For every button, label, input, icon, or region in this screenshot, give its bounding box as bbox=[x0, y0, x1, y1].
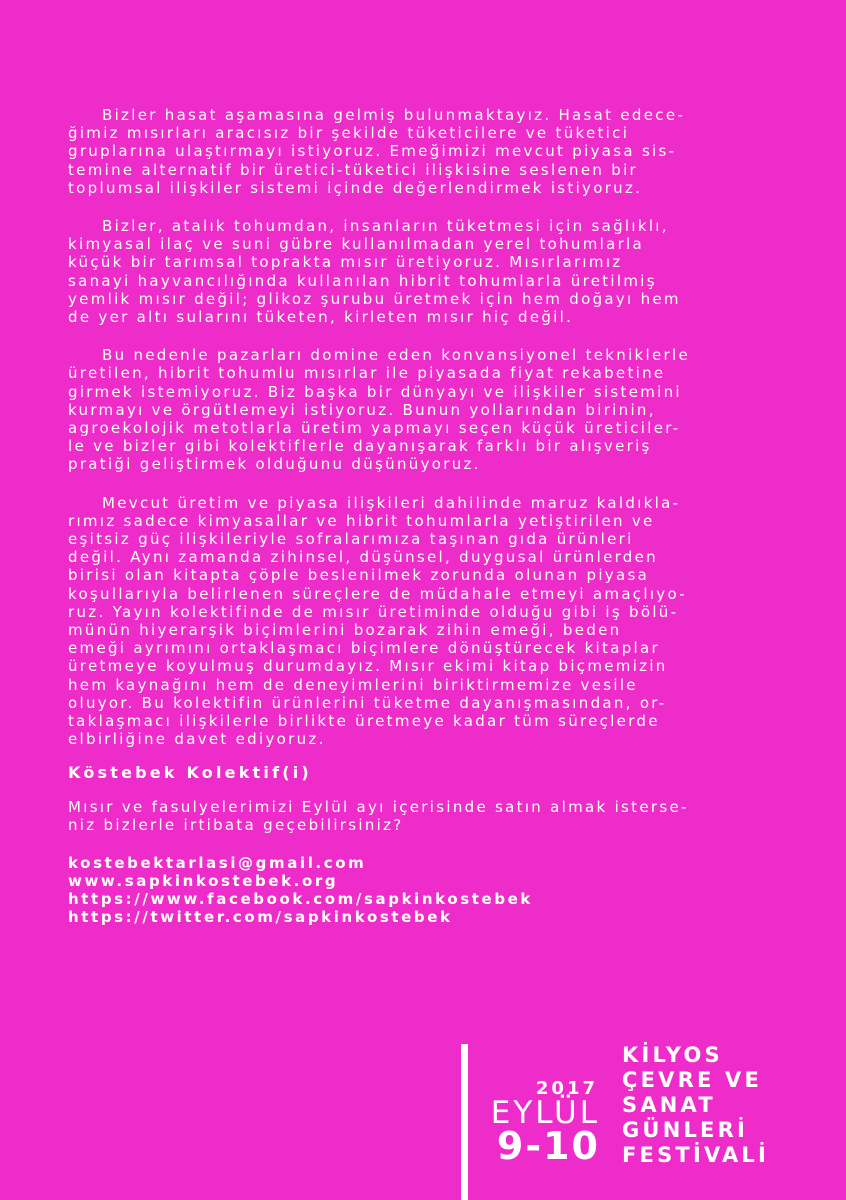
festival-month: EYLÜL bbox=[490, 1095, 600, 1131]
contact-facebook-item bbox=[68, 890, 780, 908]
paragraph-seeds: Bizler, atalık tohumdan, insanların tüketmesi için sağlıklı, kimyasal ilaç ve suni gübre kullanılmadan yerel tohumlarla küçük bir tarımsal toprakta mısır üretiyoruz. Mısırlarımız sanayi hayvancılığında kullanılan hibrit tohumlarla üretilmiş yemlik mısır değil; glikoz şurubu üretmek için hem doğayı hem de yer altı sularını tüketen, kirleten mısır hiç değil. bbox=[68, 217, 681, 327]
contact-email-item bbox=[68, 854, 780, 872]
paragraph-collective: Mevcut üretim ve piyasa ilişkileri dahilinde maruz kaldıkla- rımız sadece kimyasallar ve hibrit tohumlarla yetiştirilen ve eşitsiz güç ilişkileriyle sofralarımıza taşınan gıda ürünleri değil. Aynı zamanda zihinsel, düşünsel, duygusal ürünlerden birisi olan kitapta çöple beslenilmek zorunda olunan piyasa koşullarıyla belirlenen süreçlere de müdahale etmeyi amaçlıyo- ruz. Yayın kolektifinde de mısır üretiminde olduğu gibi iş bölü- münün hiyerarşik biçimlerini bozarak zihin emeği, beden emeği ayrımını ortaklaşmacı biçimlere dönüştürecek kitaplar üretmeye koyulmuş durumdayız. Mısır ekimi kitap biçmemizin hem kaynağını hem de deneyimlerini biriktirmemize vesile oluyor. Bu kolektifin ürünlerini tüketme dayanışmasından, or- taklaşmacı ilişkilerle birlikte üretmeye kadar tüm süreçlerde elbirliğine davet ediyoruz. bbox=[68, 493, 687, 749]
festival-days: 9-10 bbox=[496, 1124, 600, 1168]
festival-name-line: GÜNLERİ bbox=[622, 1118, 748, 1142]
festival-year: 2017 bbox=[535, 1078, 598, 1099]
festival-name bbox=[622, 1043, 822, 1168]
contact-list bbox=[68, 854, 780, 926]
festival-name-line: KİLYOS bbox=[622, 1043, 723, 1067]
contact-intro: Mısır ve fasulyelerimizi Eylül ayı içerisinde satın almak isterse- niz bizlerle irtibata geçebilirsiniz? bbox=[68, 797, 689, 834]
paragraph-harvest: Bizler hasat aşamasına gelmiş bulunmaktayız. Hasat edece- ğimiz mısırları aracısız bir şekilde tüketicilere ve tüketici gruplarına ulaştırmayı istiyoruz. Emeğimizi mevcut piyasa sis- temine alternatif bir üretici-tüketici ilişkisine seslenen bir toplumsal ilişkiler sistemi içinde değerlendirmek istiyoruz. bbox=[68, 106, 686, 197]
website-link[interactable]: www.sapkinkostebek.org bbox=[68, 871, 339, 890]
festival-name-line: SANAT bbox=[622, 1093, 716, 1117]
signature: Köstebek Kolektif(i) bbox=[68, 762, 312, 782]
contact-twitter-item bbox=[68, 908, 780, 926]
contact-website-item bbox=[68, 872, 780, 890]
festival-name-line: FESTİVALİ bbox=[622, 1143, 770, 1167]
email-link[interactable]: kostebektarlasi@gmail.com bbox=[68, 853, 367, 872]
festival-divider bbox=[461, 1044, 468, 1200]
festival-name-line: ÇEVRE VE bbox=[622, 1068, 763, 1092]
facebook-link[interactable]: https://www.facebook.com/sapkinkostebek bbox=[68, 889, 534, 908]
letter-body bbox=[68, 106, 780, 926]
twitter-link[interactable]: https://twitter.com/sapkinkostebek bbox=[68, 907, 453, 926]
paragraph-market: Bu nedenle pazarları domine eden konvansiyonel tekniklerle üretilen, hibrit tohumlu mısırlar ile piyasada fiyat rekabetine girmek istemiyoruz. Biz başka bir dünyayı ve ilişkiler sistemini kurmayı ve örgütlemeyi istiyoruz. Bunun yollarından birinin, agroekolojik metotlarla üretim yapmayı seçen küçük üreticiler- le ve bizler gibi kolektiflerle dayanışarak farklı bir alışveriş pratiği geliştirmek olduğunu düşünüyoruz. bbox=[68, 346, 690, 474]
